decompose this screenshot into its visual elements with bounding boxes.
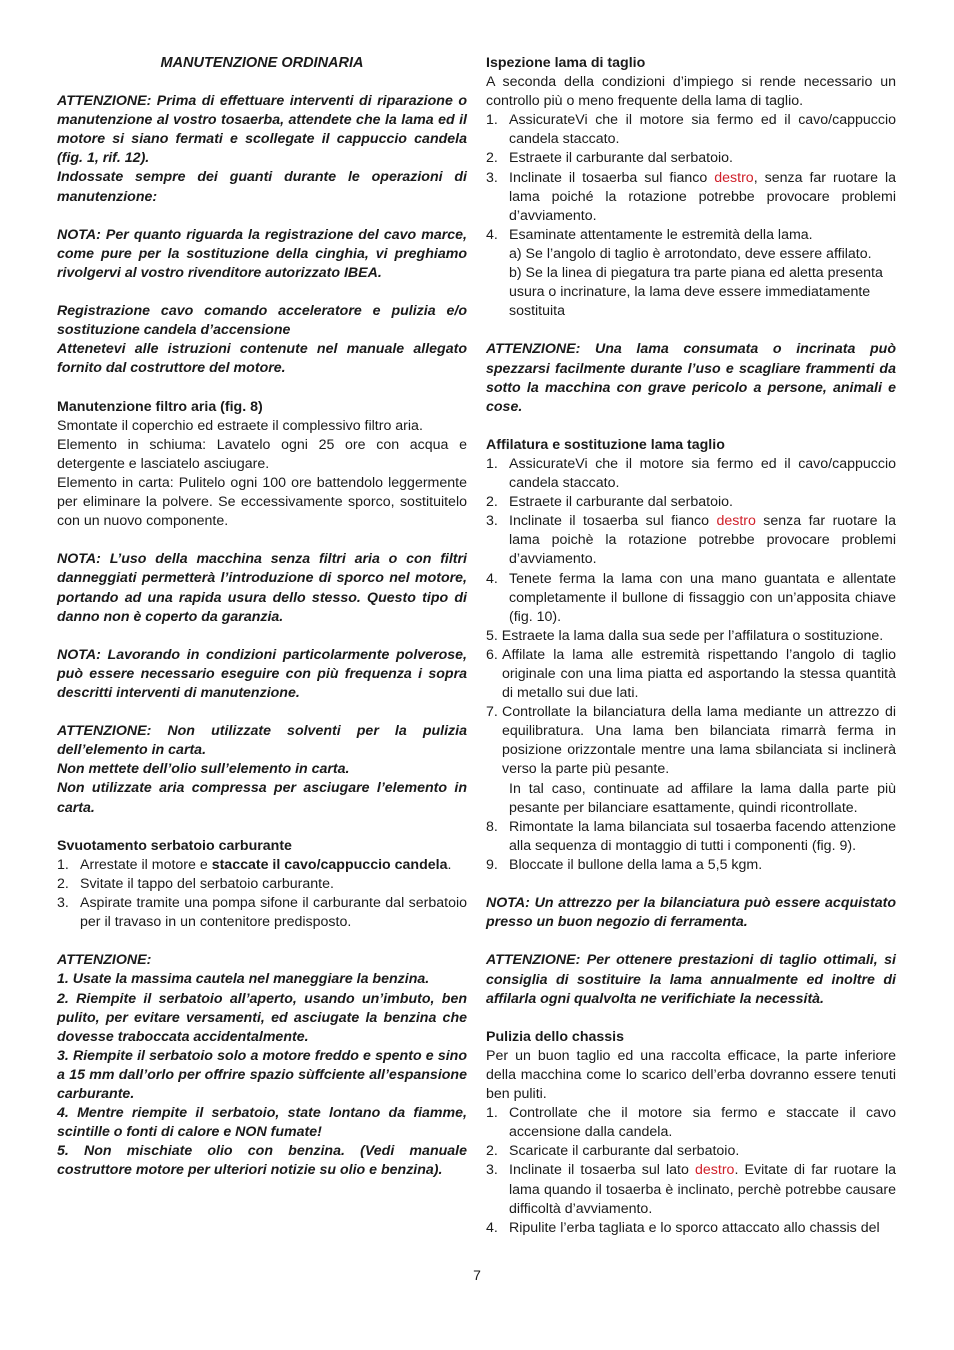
list-item: 1. Arrestate il motore e staccate il cavo/cappuccio candela.	[57, 856, 452, 873]
section-title: MANUTENZIONE ORDINARIA	[160, 55, 364, 71]
nota-filtri: NOTA: L’uso della macchina senza filtri aria o con filtri danneggiati permetterà l’introduzione di sporco nel motore, portando ad una rapida usura dello stesso. Questo tipo di danno non è coperto da garanzia.	[57, 551, 467, 625]
list-item: 7. Controllate la bilanciatura della lama mediante un attrezzo di equilibratura. Una lama ben bilanciata rimarrà ferma in posizione orizzontale mentre una lama sbilanciata si inclinerà verso la parte più pesante. In tal caso, continuate ad affilare la lama dalla parte più pesante per bilanciare esattamente, quindi ricontrollate.	[486, 703, 896, 818]
list-item: 4. Esaminate attentamente le estremità della lama. a) Se l’angolo di taglio è arrotondato, deve essere affilato. b) Se la linea di piegatura tra parte piana ed aletta presenta usura o incrinature, la lama deve essere immediatamente sostituita	[486, 226, 896, 321]
filtro-paragraph: Elemento in carta: Pulitelo ogni 100 ore battendolo leggermente per eliminare la polvere. Se eccessivamente sporco, sostituitelo con un nuovo componente.	[57, 474, 467, 530]
attention-gloves: Indossate sempre dei guanti durante le operazioni di manutenzione:	[57, 169, 467, 205]
benzina-item: 4. Mentre riempite il serbatoio, state lontano da fiamme, scintille o fonti di calore e NON fumate!	[57, 1105, 467, 1141]
list-item: 2. Estraete il carburante dal serbatoio.	[486, 150, 733, 167]
sub-item: b) Se la linea di piegatura tra parte piana ed aletta presenta usura o incrinature, la lama deve essere immediatamente sostituita	[509, 265, 883, 320]
list-item: 3. Inclinate il tosaerba sul fianco destro, senza far ruotare la lama poiché la rotazione potrebbe provocare problemi d’avviamento.	[486, 169, 896, 224]
pulizia-intro: Per un buon taglio ed una raccolta efficace, la parte inferiore della macchina come lo scarico dell’erba dovranno essere tenuti ben puliti.	[486, 1047, 896, 1103]
list-item: 8. Rimontate la lama bilanciata sul tosaerba facendo attenzione alla sequenza di montaggio di tutti i componenti (fig. 9).	[486, 818, 896, 854]
pulizia-list	[486, 1104, 896, 1238]
attenzione-solventi: ATTENZIONE: Non utilizzate solventi per la pulizia dell’elemento in carta.	[57, 723, 467, 759]
attenzione-prestazioni: ATTENZIONE: Per ottenere prestazioni di taglio ottimali, si consiglia di sostituire la lama annualmente ed inoltre di affilarla ogni qualvolta ne verifichiate la necessità.	[486, 952, 896, 1007]
list-item: 3. Inclinate il tosaerba sul lato destro. Evitate di far ruotare la lama quando il tosaerba è inclinato, perchè potrebbe causare difficoltà d’avviamento.	[486, 1162, 896, 1217]
list-item: 9. Bloccate il bullone della lama a 5,5 kgm.	[486, 856, 763, 873]
filtro-paragraph: Elemento in schiuma: Lavatelo ogni 25 ore con acqua e detergente e lasciatelo asciugare.	[57, 436, 467, 472]
sub-item: a) Se l’angolo di taglio è arrotondato, deve essere affilato.	[509, 245, 872, 262]
list-item: 2. Scaricate il carburante dal serbatoio.	[486, 1143, 740, 1160]
attenzione-solventi: Non utilizzate aria compressa per asciugare l’elemento in carta.	[57, 780, 467, 816]
ispezione-list	[486, 111, 896, 321]
list-item: 2. Svitate il tappo del serbatoio carburante.	[57, 875, 334, 892]
benzina-item: 2. Riempite il serbatoio all’aperto, usando un’imbuto, ben pulito, per evitare versamenti, ed asciugate la benzina che dovesse traboccata accidentalmente.	[57, 990, 467, 1045]
list-item: 3. Aspirate tramite una pompa sifone il carburante dal serbatoio per il travaso in un contenitore predisposto.	[57, 895, 467, 931]
benzina-item: 5. Non mischiate olio con benzina. (Vedi manuale costruttore motore per ulteriori notizie su olio e benzina).	[57, 1143, 467, 1179]
nota-cable: NOTA: Per quanto riguarda la registrazione del cavo marce, come pure per la sostituzione della cinghia, vi preghiamo rivolgervi al vostro rivenditore autorizzato IBEA.	[57, 226, 467, 281]
attenzione-solventi: Non mettete dell’olio sull’elemento in carta.	[57, 761, 350, 778]
svuotamento-heading: Svuotamento serbatoio carburante	[57, 837, 292, 854]
ispezione-heading: Ispezione lama di taglio	[486, 55, 646, 71]
ispezione-intro: A seconda della condizioni d’impiego si rende necessario un controllo più o meno frequente della lama di taglio.	[486, 74, 896, 110]
affilatura-list	[486, 455, 896, 875]
highlight-destro: destro	[714, 169, 754, 186]
attenzione-benzina-heading: ATTENZIONE:	[57, 952, 152, 969]
list-item: 3. Inclinate il tosaerba sul fianco destro senza far ruotare la lama poichè la rotazione potrebbe provocare problemi d’avviamento.	[486, 513, 896, 568]
svuotamento-list	[57, 856, 467, 932]
list-item: 1. Controllate che il motore sia fermo e staccate il cavo accensione dalla candela.	[486, 1105, 896, 1141]
highlight-destro: destro	[695, 1162, 735, 1179]
list-item: 4. Tenete ferma la lama con una mano guantata e allentate completamente il bullone di fissaggio con un’apposita chiave (fig. 10).	[486, 570, 896, 625]
nota-polverose: NOTA: Lavorando in condizioni particolarmente polverose, può essere necessario eseguire con più frequenza i sopra descritti interventi di manutenzione.	[57, 646, 467, 701]
filtro-paragraph: Smontate il coperchio ed estraete il complessivo filtro aria.	[57, 417, 423, 434]
filtro-heading: Manutenzione filtro aria (fig. 8)	[57, 398, 263, 415]
list-item: 1. AssicurateVi che il motore sia fermo ed il cavo/cappuccio candela staccato.	[486, 455, 896, 492]
highlight-destro: destro	[716, 513, 756, 530]
attention-intro: ATTENZIONE: Prima di effettuare interventi di riparazione o manutenzione al vostro tosaerba, attendete che la lama ed il motore si siano fermati e scollegate il cappuccio candela (fig. 1, rif. 12).	[57, 93, 467, 167]
benzina-item: 3. Riempite il serbatoio solo a motore freddo e spento e sino a 15 mm dall’orlo per offrire spazio sùffciente all’espansione carburante.	[57, 1047, 467, 1102]
list-item: 2. Estraete il carburante dal serbatoio.	[486, 494, 733, 511]
attenzione-lama: ATTENZIONE: Una lama consumata o incrinata può spezzarsi facilmente durante l’uso e scagliare frammenti da sotto la macchina con grave pericolo a persone, animali e cose.	[486, 341, 896, 415]
pulizia-heading: Pulizia dello chassis	[486, 1028, 624, 1045]
right-column	[486, 54, 896, 1238]
sub-item: In tal caso, continuate ad affilare la lama dalla parte più pesante per bilanciare esattamente, quindi ricontrollate.	[509, 780, 896, 816]
affilatura-heading: Affilatura e sostituzione lama taglio	[486, 436, 725, 453]
list-item: 1. AssicurateVi che il motore sia fermo ed il cavo/cappuccio candela staccato.	[486, 112, 896, 148]
left-column	[57, 54, 467, 1180]
registrazione-heading: Registrazione cavo comando acceleratore e pulizia e/o sostituzione candela d’accensione	[57, 303, 467, 339]
list-item: 6. Affilate la lama alle estremità rispettando l’angolo di taglio originale con una lima piatta ed asportando la stessa quantità di metallo sui due lati.	[486, 646, 896, 702]
page-number: 7	[473, 1267, 481, 1283]
nota-attrezzo: NOTA: Un attrezzo per la bilanciatura può essere acquistato presso un buon negozio di ferramenta.	[486, 895, 896, 931]
benzina-item: 1. Usate la massima cautela nel maneggiare la benzina.	[57, 971, 430, 988]
list-item: 4. Ripulite l’erba tagliata e lo sporco attaccato allo chassis del	[486, 1219, 880, 1236]
registrazione-text: Attenetevi alle istruzioni contenute nel manuale allegato fornito dal costruttore del motore.	[57, 341, 467, 377]
list-item: 5. Estraete la lama dalla sua sede per l’affilatura o sostituzione.	[486, 627, 884, 644]
